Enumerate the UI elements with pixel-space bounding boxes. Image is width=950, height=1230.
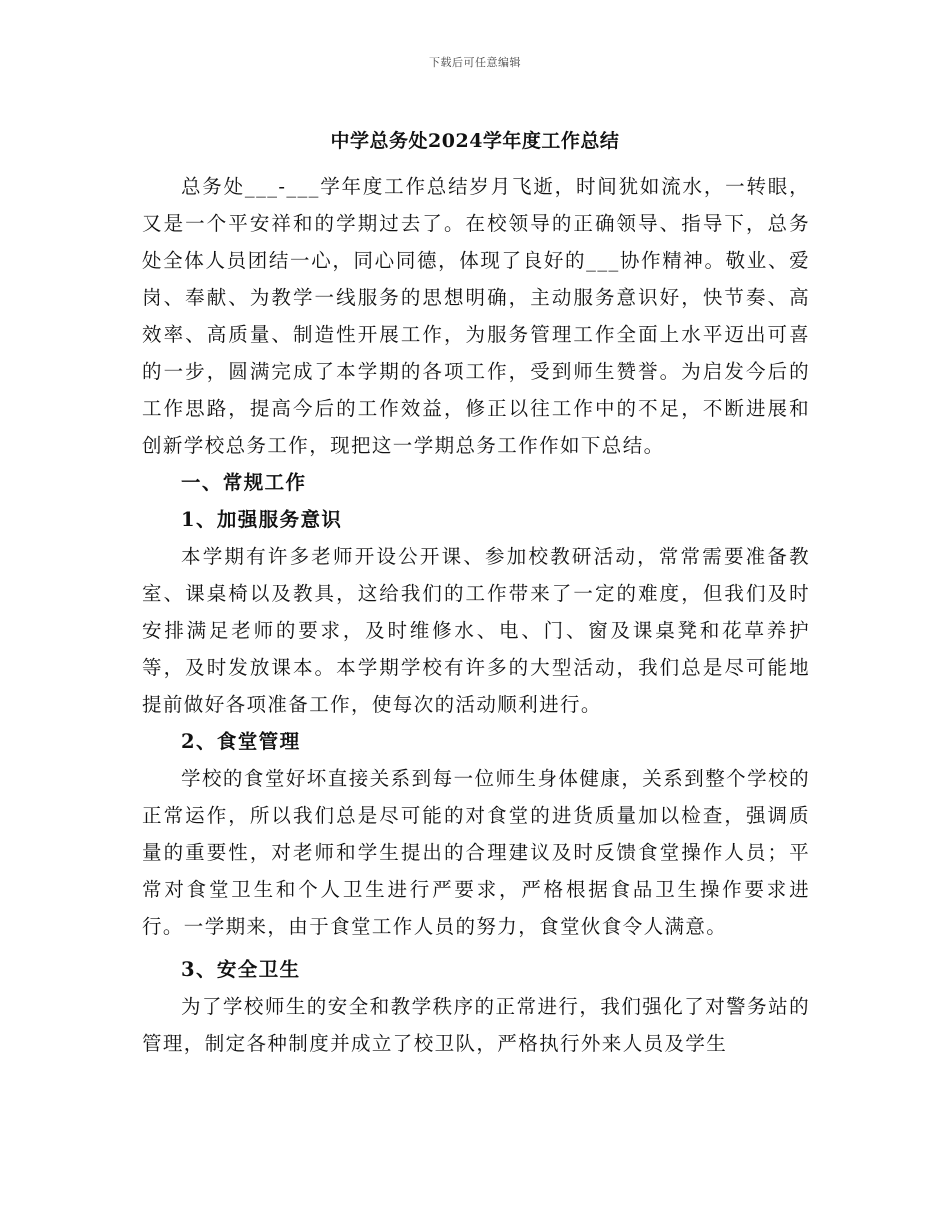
subsection-paragraph: 为了学校师生的安全和教学秩序的正常进行，我们强化了对警务站的管理，制定各种制度并成立了校卫队，严格执行外来人员及学生 bbox=[142, 995, 810, 1055]
subsection-heading: 3、安全卫生 bbox=[181, 958, 301, 981]
document-title: 中学总务处2024学年度工作总结 bbox=[330, 130, 620, 152]
document-body bbox=[142, 168, 810, 1062]
section-heading: 一、常规工作 bbox=[181, 471, 307, 494]
subsection-heading: 2、食堂管理 bbox=[181, 730, 301, 753]
subsection-heading: 1、加强服务意识 bbox=[181, 508, 343, 531]
intro-paragraph: 总务处___-___学年度工作总结岁月飞逝，时间犹如流水，一转眼，又是一个平安祥和的学期过去了。在校领导的正确领导、指导下，总务处全体人员团结一心，同心同德，体现了良好的___协作精神。敬业、爱岗、奉献、为教学一线服务的思想明确，主动服务意识好，快节奏、高效率、高质量、制造性开展工作，为服务管理工作全面上水平迈出可喜的一步，圆满完成了本学期的各项工作，受到师生赞誉。为启发今后的工作思路，提高今后的工作效益，修正以往工作中的不足，不断进展和创新学校总务工作，现把这一学期总务工作作如下总结。 bbox=[142, 175, 810, 457]
header-note: 下载后可任意编辑 bbox=[429, 56, 521, 69]
subsection-paragraph: 学校的食堂好坏直接关系到每一位师生身体健康，关系到整个学校的正常运作，所以我们总是尽可能的对食堂的进货质量加以检查，强调质量的重要性，对老师和学生提出的合理建议及时反馈食堂操作人员；平常对食堂卫生和个人卫生进行严要求，严格根据食品卫生操作要求进行。一学期来，由于食堂工作人员的努力，食堂伙食令人满意。 bbox=[142, 767, 810, 938]
subsection-paragraph: 本学期有许多老师开设公开课、参加校教研活动，常常需要准备教室、课桌椅以及教具，这给我们的工作带来了一定的难度，但我们及时安排满足老师的要求，及时维修水、电、门、窗及课桌凳和花草养护等，及时发放课本。本学期学校有许多的大型活动，我们总是尽可能地提前做好各项准备工作，使每次的活动顺利进行。 bbox=[142, 545, 810, 716]
